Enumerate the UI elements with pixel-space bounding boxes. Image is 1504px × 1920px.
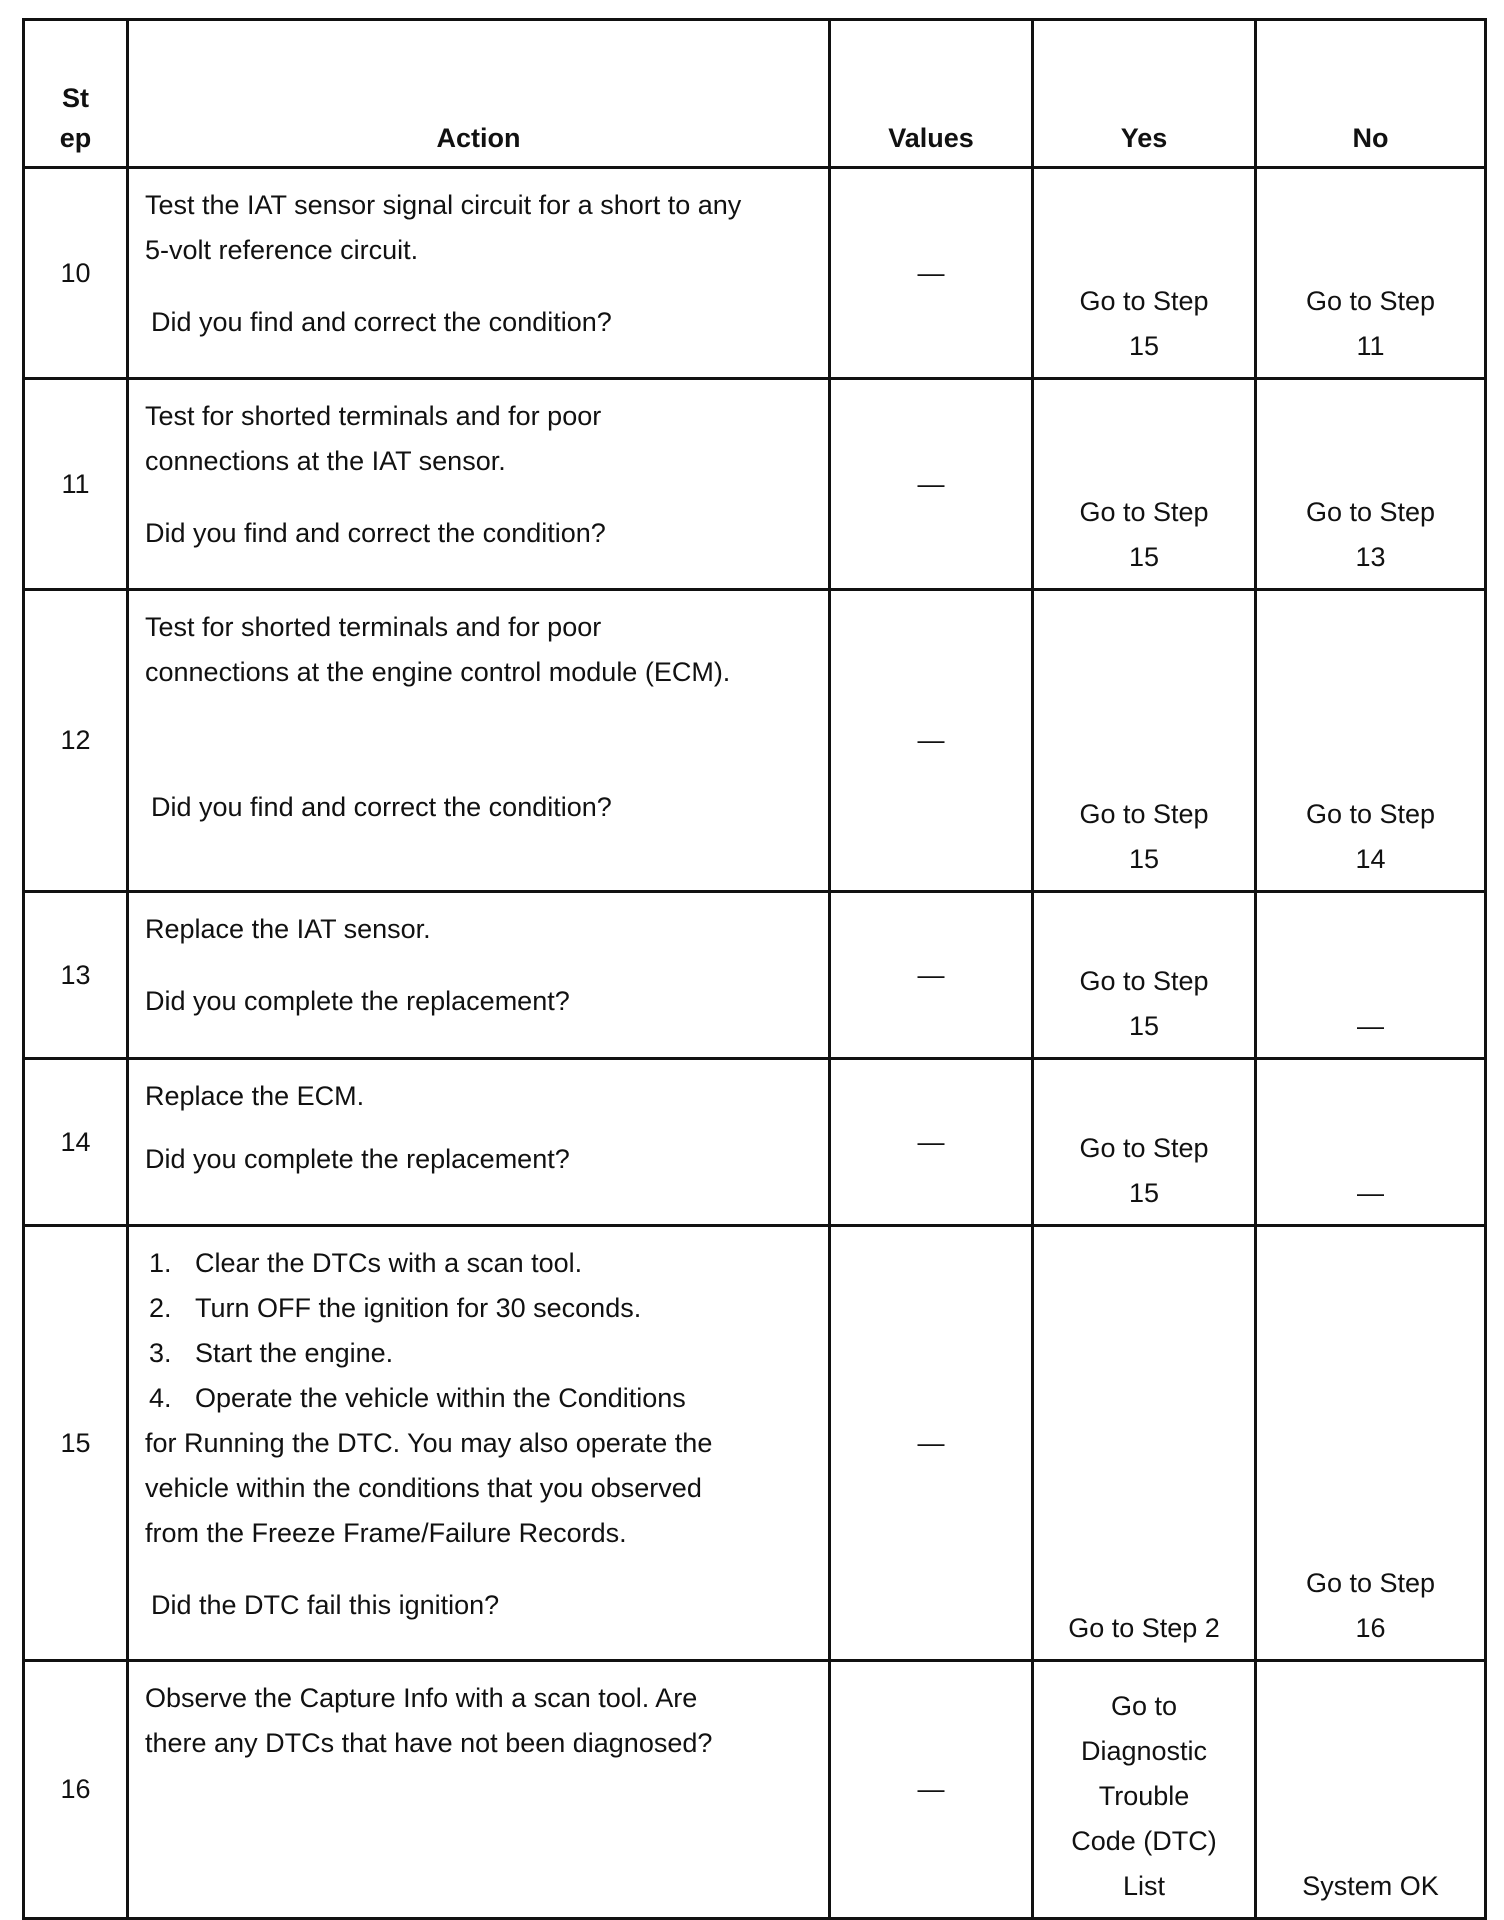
diagnostic-table bbox=[22, 18, 1487, 1920]
action-line: Test the IAT sensor signal circuit for a short to any bbox=[145, 190, 742, 220]
step-number: 15 bbox=[24, 1226, 128, 1661]
list-item-text: Turn OFF the ignition for 30 seconds. bbox=[195, 1293, 642, 1323]
yes-cell bbox=[1033, 1661, 1256, 1919]
yes-link[interactable]: Go to bbox=[1110, 1691, 1178, 1721]
header-no: No bbox=[1256, 20, 1486, 168]
step-number: 10 bbox=[24, 168, 128, 379]
header-row bbox=[24, 20, 1486, 168]
step-number: 11 bbox=[24, 379, 128, 590]
header-step bbox=[24, 20, 128, 168]
list-item-number: 1. bbox=[149, 1248, 172, 1278]
table-row bbox=[24, 168, 1486, 379]
values-cell: — bbox=[830, 379, 1033, 590]
step-number: 14 bbox=[24, 1059, 128, 1226]
table-row bbox=[24, 892, 1486, 1059]
values-cell: — bbox=[830, 1661, 1033, 1919]
action-line: connections at the IAT sensor. bbox=[145, 446, 506, 476]
action-line: Test for shorted terminals and for poor bbox=[145, 401, 602, 431]
yes-link[interactable]: Go to Step bbox=[1079, 799, 1209, 829]
yes-link[interactable]: Go to Step bbox=[1079, 497, 1209, 527]
yes-cell bbox=[1033, 590, 1256, 892]
action-cell bbox=[128, 590, 830, 892]
list-item bbox=[145, 1241, 818, 1286]
list-item-text: Clear the DTCs with a scan tool. bbox=[195, 1248, 583, 1278]
action-cell bbox=[128, 168, 830, 379]
action-line: there any DTCs that have not been diagnosed? bbox=[145, 1728, 713, 1758]
yes-link[interactable]: List bbox=[1122, 1871, 1166, 1901]
action-cell bbox=[128, 1661, 830, 1919]
action-cell bbox=[128, 1226, 830, 1661]
list-item-number: 2. bbox=[149, 1293, 172, 1323]
action-line: 5-volt reference circuit. bbox=[145, 235, 419, 265]
action-line: Observe the Capture Info with a scan tool. Are bbox=[145, 1683, 698, 1713]
header-yes: Yes bbox=[1033, 20, 1256, 168]
list-item-number: 4. bbox=[149, 1383, 172, 1413]
action-line: connections at the engine control module (ECM). bbox=[145, 657, 731, 687]
no-link[interactable]: Go to Step bbox=[1305, 497, 1436, 527]
no-cell bbox=[1256, 1226, 1486, 1661]
no-cell bbox=[1256, 892, 1486, 1059]
values-cell: — bbox=[830, 892, 1033, 1059]
yes-cell bbox=[1033, 168, 1256, 379]
values-cell: — bbox=[830, 1226, 1033, 1661]
action-question: Did you find and correct the condition? bbox=[145, 518, 606, 548]
step-number: 13 bbox=[24, 892, 128, 1059]
list-item bbox=[145, 1286, 818, 1331]
values-cell: — bbox=[830, 168, 1033, 379]
action-line: from the Freeze Frame/Failure Records. bbox=[145, 1518, 627, 1548]
no-link[interactable]: Go to Step bbox=[1305, 799, 1436, 829]
action-question: Did you complete the replacement? bbox=[145, 986, 570, 1016]
no-link-step[interactable]: 11 bbox=[1356, 331, 1385, 361]
action-line: Test for shorted terminals and for poor bbox=[145, 612, 602, 642]
action-cell bbox=[128, 892, 830, 1059]
no-cell bbox=[1256, 1661, 1486, 1919]
yes-link-step[interactable]: 15 bbox=[1128, 542, 1160, 572]
action-line: Replace the ECM. bbox=[145, 1081, 365, 1111]
table-row bbox=[24, 590, 1486, 892]
action-cell bbox=[128, 1059, 830, 1226]
list-item bbox=[145, 1376, 818, 1421]
list-item-text: Start the engine. bbox=[195, 1338, 394, 1368]
no-link-step[interactable]: 16 bbox=[1355, 1613, 1386, 1643]
table-row bbox=[24, 1226, 1486, 1661]
header-action: Action bbox=[128, 20, 830, 168]
header-step-line2: ep bbox=[59, 123, 92, 153]
values-cell: — bbox=[830, 1059, 1033, 1226]
action-question: Did the DTC fail this ignition? bbox=[151, 1590, 500, 1620]
yes-link[interactable]: Trouble bbox=[1098, 1781, 1190, 1811]
no-link[interactable]: Go to Step bbox=[1305, 1568, 1436, 1598]
no-value: — bbox=[1357, 1178, 1384, 1208]
no-link-step[interactable]: 13 bbox=[1355, 542, 1386, 572]
yes-link-step[interactable]: 15 bbox=[1128, 1011, 1160, 1041]
header-values: Values bbox=[830, 20, 1033, 168]
yes-link[interactable]: Code (DTC) bbox=[1071, 1826, 1217, 1856]
yes-link[interactable]: Go to Step bbox=[1079, 286, 1209, 316]
yes-cell bbox=[1033, 1059, 1256, 1226]
action-question: Did you find and correct the condition? bbox=[151, 792, 612, 822]
list-item bbox=[145, 1331, 818, 1376]
step-number: 12 bbox=[24, 590, 128, 892]
no-link-step[interactable]: 14 bbox=[1355, 844, 1386, 874]
action-question: Did you complete the replacement? bbox=[145, 1144, 570, 1174]
table-row bbox=[24, 379, 1486, 590]
step-number: 16 bbox=[24, 1661, 128, 1919]
no-cell bbox=[1256, 379, 1486, 590]
values-cell: — bbox=[830, 590, 1033, 892]
yes-link[interactable]: Diagnostic bbox=[1080, 1736, 1208, 1766]
no-cell bbox=[1256, 590, 1486, 892]
list-item-text: Operate the vehicle within the Conditions bbox=[195, 1383, 686, 1413]
yes-link[interactable]: Go to Step bbox=[1079, 1133, 1209, 1163]
no-value: System OK bbox=[1302, 1871, 1439, 1901]
yes-cell bbox=[1033, 892, 1256, 1059]
table-row bbox=[24, 1661, 1486, 1919]
yes-cell bbox=[1033, 379, 1256, 590]
table-row bbox=[24, 1059, 1486, 1226]
yes-cell bbox=[1033, 1226, 1256, 1661]
yes-link-step[interactable]: 15 bbox=[1128, 844, 1160, 874]
no-link[interactable]: Go to Step bbox=[1305, 286, 1436, 316]
yes-link[interactable]: Go to Step 2 bbox=[1068, 1613, 1220, 1643]
no-value: — bbox=[1357, 1011, 1384, 1041]
header-step-line1: St bbox=[62, 83, 89, 113]
action-line: vehicle within the conditions that you observed bbox=[145, 1473, 702, 1503]
action-line: Replace the IAT sensor. bbox=[145, 914, 431, 944]
yes-link[interactable]: Go to Step bbox=[1079, 966, 1209, 996]
action-question: Did you find and correct the condition? bbox=[151, 307, 612, 337]
no-cell bbox=[1256, 1059, 1486, 1226]
action-cell bbox=[128, 379, 830, 590]
yes-link-step[interactable]: 15 bbox=[1128, 1178, 1160, 1208]
list-item-number: 3. bbox=[149, 1338, 172, 1368]
action-line: for Running the DTC. You may also operate the bbox=[145, 1428, 713, 1458]
yes-link-step[interactable]: 15 bbox=[1128, 331, 1160, 361]
no-cell bbox=[1256, 168, 1486, 379]
